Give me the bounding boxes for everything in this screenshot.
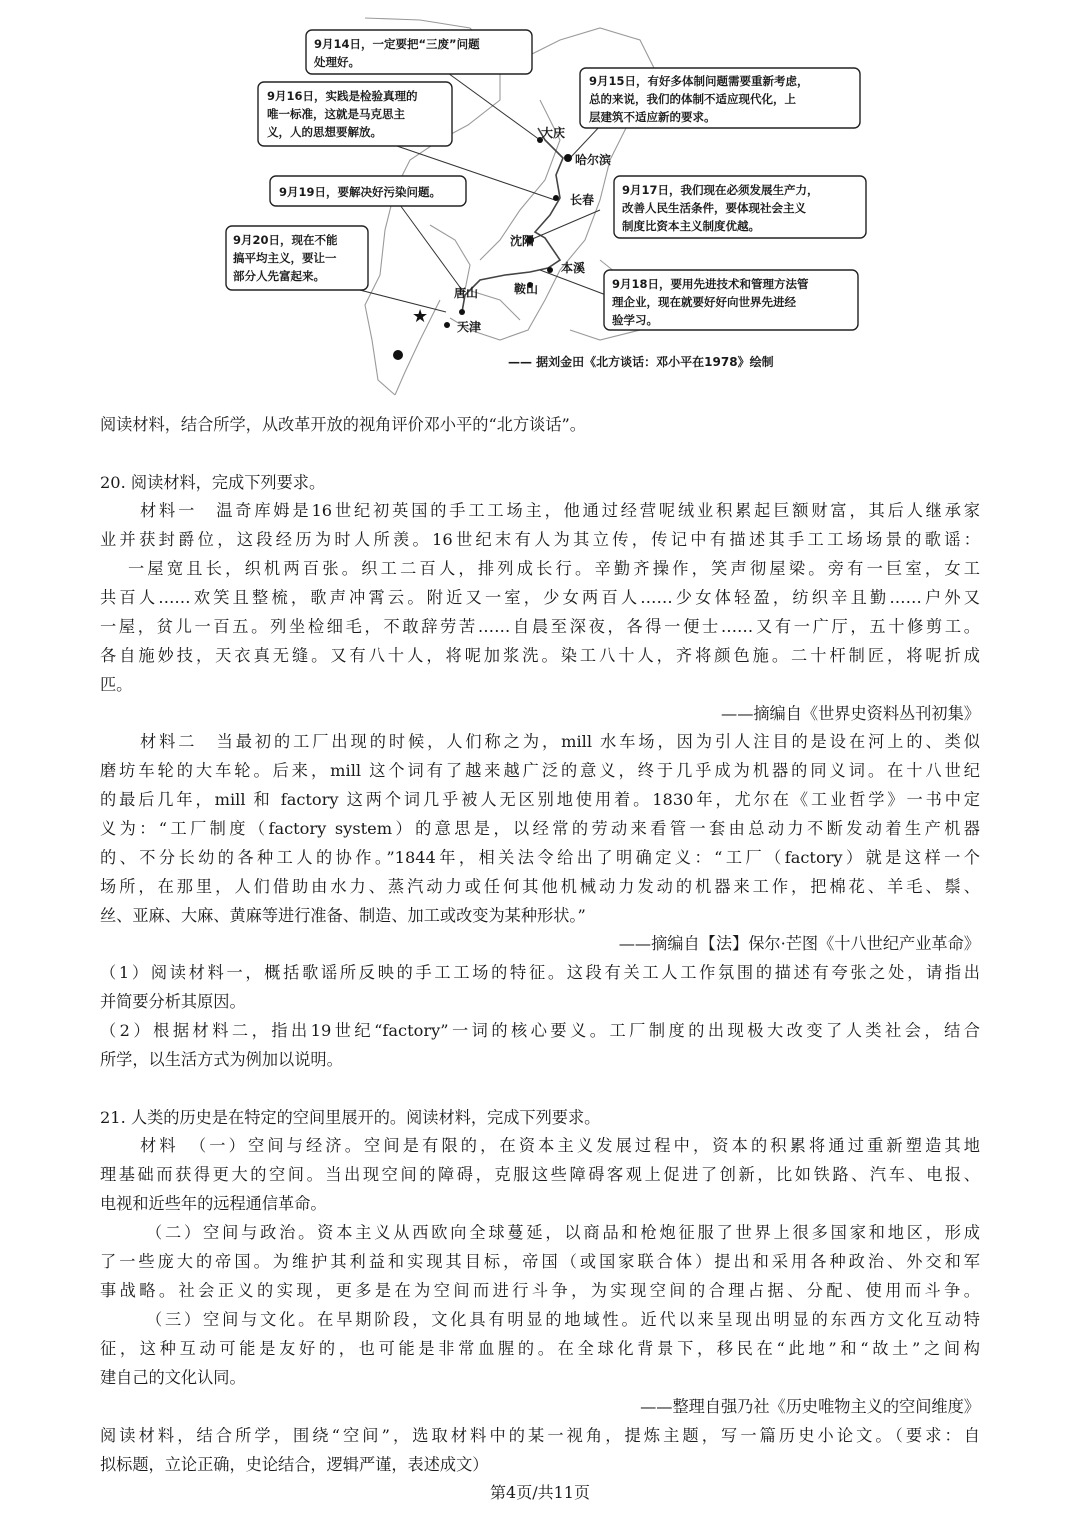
q20-m2-line: 的、不分长幼的各种工人的协作。”1844年，相关法令给出了明确定义：“工厂（factory）就是这样一个	[100, 848, 980, 867]
q21-line: 材料 （一）空间与经济。空间是有限的，在资本主义发展过程中，资本的积累将通过重新塑造其地	[140, 1136, 980, 1155]
q20-m2-line: 丝、亚麻、大麻、黄麻等进行准备、制造、加工或改变为某种形状。”	[100, 906, 586, 925]
callout-box	[614, 176, 866, 238]
q21-line: 了一些庞大的帝国。为维护其利益和实现其目标，帝国（或国家联合体）提出和采用各种政治、外交和军	[100, 1252, 980, 1271]
q21-title: 21. 人类的历史是在特定的空间里展开的。阅读材料，完成下列要求。	[100, 1108, 601, 1127]
q20-m2-line: 材料二 当最初的工厂出现的时候，人们称之为，mill 水车场，因为引人注目的是设在河上的、类似	[140, 732, 980, 751]
callout-line: 部分人先富起来。	[233, 269, 325, 283]
callout-box	[258, 82, 452, 146]
q20-m1-line: 材料一 温奇库姆是16世纪初英国的手工工场主，他通过经营呢绒业积累起巨额财富，其后人继承家	[140, 501, 980, 520]
q21-line: 理基础而获得更大的空间。当出现空间的障碍，克服这些障碍客观上促进了创新，比如铁路、汽车、电报、	[100, 1165, 980, 1184]
callout-line: 9月15日，有好多体制问题需要重新考虑，	[589, 74, 809, 88]
q21-task: 阅读材料，结合所学，围绕“空间”，选取材料中的某一视角，提炼主题，写一篇历史小论文。（要求：自	[100, 1426, 980, 1445]
city-label: 本溪	[561, 261, 586, 275]
callout-line: 处理好。	[314, 55, 360, 69]
q20-m2-line: 的最后几年，mill 和 factory 这两个词几乎被人无区别地使用着。1830年，尤尔在《工业哲学》一书中定	[100, 790, 980, 809]
q21-line: 事战略。社会正义的实现，更多是在为空间而进行斗争，为实现空间的合理占据、分配、使用而斗争。	[100, 1281, 980, 1300]
callout-line: 9月16日，实践是检验真理的	[267, 89, 418, 103]
callout-box	[604, 270, 858, 330]
callout-box	[270, 176, 466, 206]
q20-m1-line: 共百人……欢笑且整梳，歌声冲霄云。附近又一室，少女两百人……少女体轻盈，纺织辛且勤……户外又	[100, 588, 980, 607]
callout-line: 总的来说，我们的体制不适应现代化，上	[589, 92, 796, 106]
q20-m1-line: 业并获封爵位，这段经历为时人所羡。16世纪末有人为其立传，传记中有描述其手工工场场景的歌谣：	[100, 530, 980, 549]
q20-subquestion: 并简要分析其原因。	[100, 992, 246, 1011]
page-footer: 第4页/共11页	[490, 1483, 590, 1502]
q20-subquestion: 所学，以生活方式为例加以说明。	[100, 1050, 343, 1069]
callout-line: 9月19日，要解决好污染问题。	[279, 185, 442, 199]
q21-line: （二）空间与政治。资本主义从西欧向全球蔓延，以商品和枪炮征服了世界上很多国家和地区，形成	[146, 1223, 980, 1242]
callout-line: 层建筑不适应新的要求。	[589, 110, 716, 124]
callout-box	[226, 226, 368, 290]
q21-line: 电视和近些年的远程通信革命。	[100, 1194, 327, 1213]
q20-m2-line: 磨坊车轮的大车轮。后来，mill 这个词有了越来越广泛的意义，终于几乎成为机器的同义词。在十八世纪	[100, 761, 980, 780]
city-label: 大庆	[541, 126, 566, 140]
callout-line: 9月14日，一定要把“三废”问题	[314, 37, 480, 51]
callout-line: 9月18日，要用先进技术和管理方法管	[612, 277, 809, 291]
q20-title: 20. 阅读材料，完成下列要求。	[100, 473, 326, 492]
city-label: 长春	[570, 193, 595, 207]
q20-m1-line: 一屋宽且长，织机两百张。织工二百人，排列成长行。辛勤齐操作，笑声彻屋梁。旁有一巨室，女工	[128, 559, 980, 578]
city-label: 沈阳	[510, 234, 535, 248]
map-credit: —— 据刘金田《北方谈话：邓小平在1978》绘制	[508, 355, 774, 369]
q20-m1-line: 各自施妙技，天衣真无缝。又有八十人，将呢加浆洗。染工八十人，齐将颜色施。二十杆制匠，将呢折成	[100, 646, 980, 665]
callout-box	[580, 68, 860, 128]
q20-m1-line: 匹。	[100, 675, 133, 694]
city-label: 天津	[457, 320, 482, 334]
q20-subquestion: （1）阅读材料一，概括歌谣所反映的手工工场的特征。这段有关工人工作氛围的描述有夸张之处，请指出	[100, 963, 980, 982]
callout-line: 改善人民生活条件，要体现社会主义	[622, 201, 806, 215]
callout-line: 9月20日，现在不能	[233, 233, 338, 247]
callout-line: 唯一标准，这就是马克思主	[267, 107, 405, 121]
city-labels	[454, 125, 611, 334]
q21-line: 建自己的文化认同。	[100, 1368, 246, 1387]
city-label: 哈尔滨	[575, 153, 612, 167]
q19-prompt: 阅读材料，结合所学，从改革开放的视角评价邓小平的“北方谈话”。	[100, 415, 586, 434]
q21-task: 拟标题，立论正确，史论结合，逻辑严谨，表述成文）	[100, 1455, 489, 1474]
callout-box	[306, 30, 532, 74]
route-map-figure	[0, 0, 1080, 405]
callout-line: 9月17日，我们现在必须发展生产力，	[622, 183, 819, 197]
callout-line: 义，人的思想要解放。	[267, 125, 382, 139]
q20-m1-line: 一屋，贫儿一百五。列坐检细毛，不敢辞劳苦……自晨至深夜，各得一便士……又有一广厅，五十修剪工。	[100, 617, 980, 636]
callout-line: 验学习。	[612, 313, 658, 327]
q21-line: （三）空间与文化。在早期阶段，文化具有明显的地域性。近代以来呈现出明显的东西方文化互动特	[146, 1310, 980, 1329]
city-label: 唐山	[454, 286, 479, 300]
q21-source: ——整理自强乃社《历史唯物主义的空间维度》	[640, 1397, 980, 1416]
q20-m2-source: ——摘编自【法】保尔·芒图《十八世纪产业革命》	[618, 934, 980, 953]
beijing-star-icon: ★	[412, 306, 429, 327]
q20-m1-source: ——摘编自《世界史资料丛刊初集》	[721, 704, 980, 723]
q20-subquestion: （2）根据材料二，指出19世纪“factory”一词的核心要义。工厂制度的出现极大改变了人类社会，结合	[100, 1021, 980, 1040]
city-label: 鞍山	[514, 282, 539, 296]
q20-m2-line: 场所，在那里，人们借助由水力、蒸汽动力或任何其他机械动力发动的机器来工作，把棉花、羊毛、鬃、	[100, 877, 980, 896]
route-line	[462, 128, 563, 312]
q21-line: 征，这种互动可能是友好的，也可能是非常血腥的。在全球化背景下，移民在“此地”和“故土”之间构	[100, 1339, 980, 1358]
callout-line: 理企业，现在就要好好向世界先进经	[612, 295, 796, 309]
callout-line: 制度比资本主义制度优越。	[622, 219, 760, 233]
callout-line: 搞平均主义，要让一	[233, 251, 337, 265]
q20-m2-line: 义为：“工厂制度（factory system）的意思是，以经常的劳动来看管一套由总动力不断发动着生产机器	[100, 819, 980, 838]
